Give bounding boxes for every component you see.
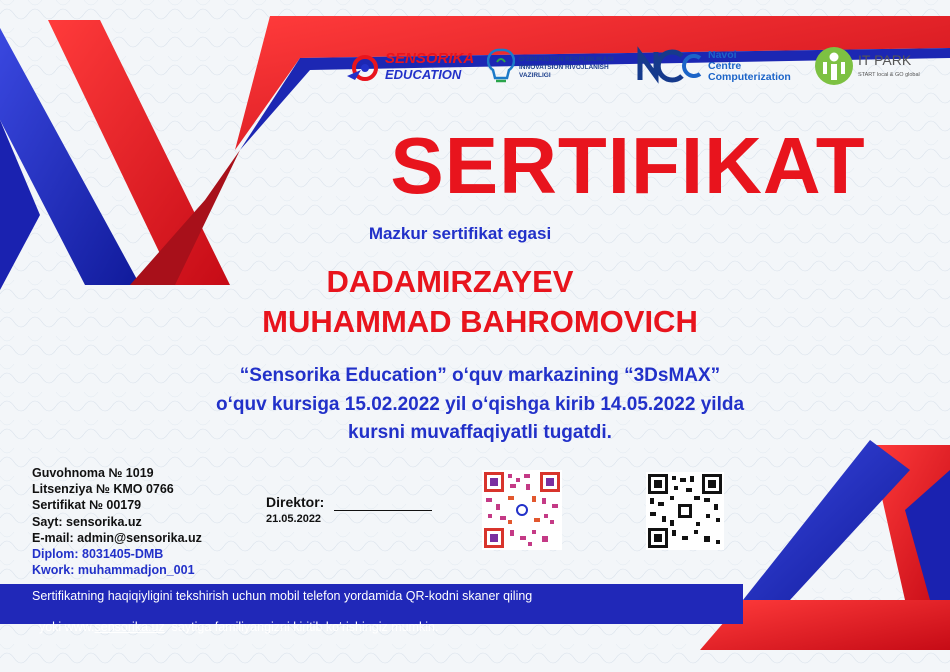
itpark-logo-name: IT PARK	[858, 52, 912, 68]
sensorika-logo-line2: EDUCATION	[385, 67, 462, 82]
ministry-logo-line2: INNOVATSION RIVOJLANISH	[519, 64, 609, 71]
ncc-logo-line3: Computerization	[708, 71, 791, 83]
qr-code-color-icon[interactable]	[482, 470, 562, 550]
sensorika-logo-line1: SENSORIKA	[385, 50, 475, 67]
certificate-number: Sertifikat № 00179	[32, 498, 142, 512]
qr-code-bw-icon[interactable]	[646, 472, 724, 550]
kwork-handle: Kwork: muhammadjon_001	[32, 563, 195, 577]
sensorika-logo-icon	[345, 46, 383, 86]
ncc-logo-icon	[636, 46, 706, 86]
holder-name: MUHAMMAD BAHROMOVICH	[262, 304, 698, 339]
footer-line2-suffix: saytiga familiyangizni kiritib ko‘rishingiz mumkin.	[164, 620, 439, 634]
footer-line2-prefix: yoki www.	[38, 620, 95, 634]
description-line2: o‘quv kursiga 15.02.2022 yil o‘qishga kirib 14.05.2022 yilda	[215, 394, 745, 415]
ministry-logo-line3: VAZIRLIGI	[519, 72, 551, 79]
litsenziya-number: Litsenziya № KMO 0766	[32, 482, 174, 496]
guvohnoma-number: Guvohnoma № 1019	[32, 466, 154, 480]
website-text: Sayt: sensorika.uz	[32, 515, 142, 529]
ministry-logo	[487, 44, 632, 88]
lightbulb-icon	[487, 46, 515, 86]
footer-line2	[32, 605, 438, 635]
director-label: Direktor:	[266, 494, 325, 510]
footer-website-link[interactable]: sensorika.uz	[94, 620, 165, 634]
certificate-title: SERTIFIKAT	[390, 121, 866, 210]
description-line1: “Sensorika Education” o‘quv markazining “3DsMAX”	[239, 365, 721, 386]
itpark-logo	[814, 46, 944, 88]
certificate-subtitle: Mazkur sertifikat egasi	[368, 224, 552, 243]
itpark-logo-tagline: START local & GO global	[858, 72, 920, 78]
email-text: E-mail: admin@sensorika.uz	[32, 531, 202, 545]
signature-line	[334, 510, 432, 511]
ministry-logo-line1: O‘ZBEKISTON RESPUBLIKASI	[519, 56, 614, 63]
itpark-person-icon	[814, 46, 854, 86]
ncc-logo	[636, 46, 811, 88]
ncc-logo-line2: Centre	[708, 60, 742, 72]
holder-surname: DADAMIRZAYEV	[326, 264, 574, 299]
ncc-logo-line1: Navoi	[708, 49, 737, 61]
diplom-number: Diplom: 8031405-DMB	[32, 547, 164, 561]
signature-date: 21.05.2022	[266, 513, 322, 525]
sensorika-logo	[345, 44, 480, 88]
footer-line1: Sertifikatning haqiqiyligini tekshirish uchun mobil telefon yordamida QR-kodni skaner qiling	[32, 589, 533, 603]
description-line3: kursni muvaffaqiyatli tugatdi.	[348, 422, 612, 443]
